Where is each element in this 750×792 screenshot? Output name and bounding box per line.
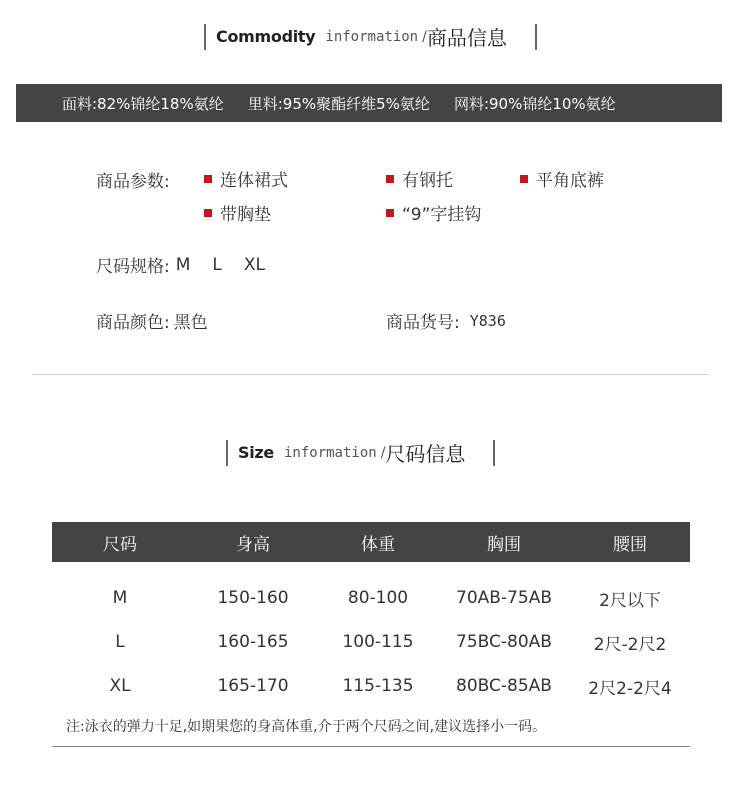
bullet-icon xyxy=(204,209,212,217)
table-cell: 75BC-80AB xyxy=(456,632,552,652)
title-divider-right xyxy=(535,24,537,50)
item-no-row xyxy=(386,308,506,333)
table-cell: 2尺以下 xyxy=(599,590,661,611)
table-bottom-line xyxy=(52,746,690,747)
title-en-bold: Commodity xyxy=(216,27,316,46)
item-no-label: 商品货号: xyxy=(386,313,460,333)
params-row-1 xyxy=(96,166,696,192)
material-fabric: 面料:82%锦纶18%氨纶 xyxy=(62,94,224,113)
item-no-value: Y836 xyxy=(469,311,506,330)
table-cell: 2尺2-2尺4 xyxy=(588,678,672,699)
color-row xyxy=(96,308,208,333)
table-cell: 80-100 xyxy=(347,588,409,608)
table-cell: 150-160 xyxy=(217,588,289,608)
title-divider-left xyxy=(204,24,206,50)
table-cell: L xyxy=(115,632,125,652)
param-item: 连体裙式 xyxy=(204,166,288,191)
bullet-icon xyxy=(386,175,394,183)
table-cell: 160-165 xyxy=(217,632,289,652)
param-item: “9”字挂钩 xyxy=(386,200,481,225)
header-size: 尺码 xyxy=(103,534,137,555)
color-label: 商品颜色: xyxy=(96,313,170,333)
header-height: 身高 xyxy=(236,534,270,555)
size-table-header xyxy=(52,522,690,562)
size-spec-row xyxy=(96,252,265,277)
param-item: 平角底裤 xyxy=(520,166,604,191)
title-en-light: information xyxy=(325,28,419,45)
header-weight: 体重 xyxy=(361,534,395,555)
color-value: 黑色 xyxy=(173,313,208,333)
table-cell: 80BC-85AB xyxy=(456,676,552,696)
params-label: 商品参数: xyxy=(96,171,170,192)
table-cell: 2尺-2尺2 xyxy=(593,634,667,655)
table-cell: 115-135 xyxy=(342,676,414,696)
params-row-2 xyxy=(96,200,696,226)
material-lining: 里料:95%聚酯纤维5%氨纶 xyxy=(247,94,430,113)
table-row xyxy=(52,620,690,664)
size-note: 注:泳衣的弹力十足,如期果您的身高体重,介于两个尺码之间,建议选择小一码。 xyxy=(66,719,547,735)
param-item: 带胸垫 xyxy=(204,200,271,225)
size-spec-label: 尺码规格: xyxy=(96,257,170,277)
table-row xyxy=(52,576,690,620)
table-row xyxy=(52,664,690,708)
title-zh: 商品信息 xyxy=(426,26,507,50)
table-cell: XL xyxy=(109,676,131,696)
section-divider xyxy=(32,374,708,375)
material-mesh: 网料:90%锦纶10%氨纶 xyxy=(453,94,616,113)
size-info-title xyxy=(226,438,495,467)
header-waist: 腰围 xyxy=(613,534,647,555)
title-en-light: information xyxy=(283,444,377,461)
size-table xyxy=(52,522,690,736)
title-slash: / xyxy=(380,444,386,461)
size-m: M xyxy=(175,254,191,275)
title-divider-left xyxy=(226,440,228,466)
commodity-info-title xyxy=(204,22,537,51)
title-divider-right xyxy=(493,440,495,466)
table-cell: 70AB-75AB xyxy=(456,588,552,608)
header-bust: 胸围 xyxy=(487,534,521,555)
title-slash: / xyxy=(422,28,427,45)
bullet-icon xyxy=(520,175,528,183)
bullet-icon xyxy=(204,175,212,183)
size-l: L xyxy=(212,254,222,275)
title-en-bold: Size xyxy=(238,443,274,462)
materials-band xyxy=(16,84,722,122)
param-item: 有钢托 xyxy=(386,166,453,191)
bullet-icon xyxy=(386,209,394,217)
table-cell: 100-115 xyxy=(342,632,414,652)
size-xl: XL xyxy=(243,254,266,275)
size-table-body xyxy=(52,562,690,708)
table-cell: M xyxy=(112,588,128,608)
title-zh: 尺码信息 xyxy=(385,442,466,466)
table-cell: 165-170 xyxy=(217,676,289,696)
